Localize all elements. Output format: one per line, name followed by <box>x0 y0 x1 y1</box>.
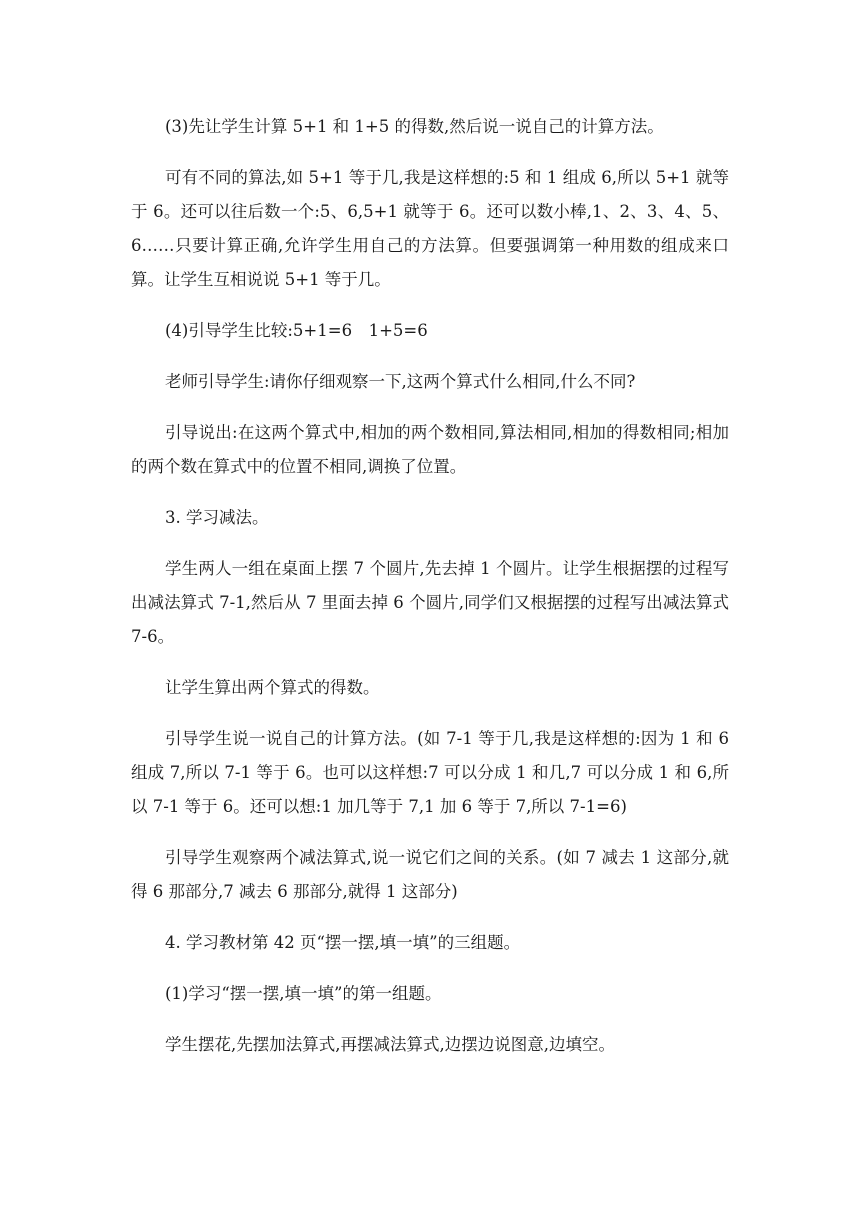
paragraph-observe-relationship: 引导学生观察两个减法算式,说一说它们之间的关系。(如 7 减去 1 这部分,就得 6 那部分,7 减去 6 那部分,就得 1 这部分) <box>131 848 729 901</box>
paragraph-group-activity: 学生两人一组在桌面上摆 7 个圆片,先去掉 1 个圆片。让学生根据摆的过程写出减法算式 7-1,然后从 7 里面去掉 6 个圆片,同学们又根据摆的过程写出减法算式 7-6。 <box>131 559 729 646</box>
paragraph-guided-conclusion: 引导说出:在这两个算式中,相加的两个数相同,算法相同,相加的得数相同;相加的两个数在算式中的位置不相同,调换了位置。 <box>131 423 729 476</box>
paragraph-subtraction-methods: 引导学生说一说自己的计算方法。(如 7-1 等于几,我是这样想的:因为 1 和 6 组成 7,所以 7-1 等于 6。也可以这样想:7 可以分成 1 和几,7 可以分成 1 和 6,所以 7-1 等于 6。还可以想:1 加几等于 7,1 加 6 等于 7,所以 7-1=6) <box>131 729 729 816</box>
document-body <box>131 110 729 1079</box>
paragraph-compute-results: 让学生算出两个算式的得数。 <box>165 678 380 697</box>
paragraph-step-4-compare: (4)引导学生比较:5+1=6 1+5=6 <box>165 321 428 340</box>
paragraph-calculation-methods: 可有不同的算法,如 5+1 等于几,我是这样想的:5 和 1 组成 6,所以 5+1 就等于 6。还可以往后数一个:5、6,5+1 就等于 6。还可以数小棒,1、2、3、4、5、6……只要计算正确,允许学生用自己的方法算。但要强调第一种用数的组成来口算。让学生互相说说 5+1 等于几。 <box>131 168 729 289</box>
paragraph-teacher-guidance: 老师引导学生:请你仔细观察一下,这两个算式什么相同,什么不同? <box>165 372 636 391</box>
section-heading-subtraction: 3. 学习减法。 <box>165 508 269 527</box>
section-heading-textbook-exercise: 4. 学习教材第 42 页“摆一摆,填一填”的三组题。 <box>165 933 521 952</box>
paragraph-exercise-group-1: (1)学习“摆一摆,填一填”的第一组题。 <box>165 984 442 1003</box>
paragraph-step-3-compute: (3)先让学生计算 5+1 和 1+5 的得数,然后说一说自己的计算方法。 <box>165 117 664 136</box>
paragraph-flower-activity: 学生摆花,先摆加法算式,再摆减法算式,边摆边说图意,边填空。 <box>165 1035 615 1054</box>
